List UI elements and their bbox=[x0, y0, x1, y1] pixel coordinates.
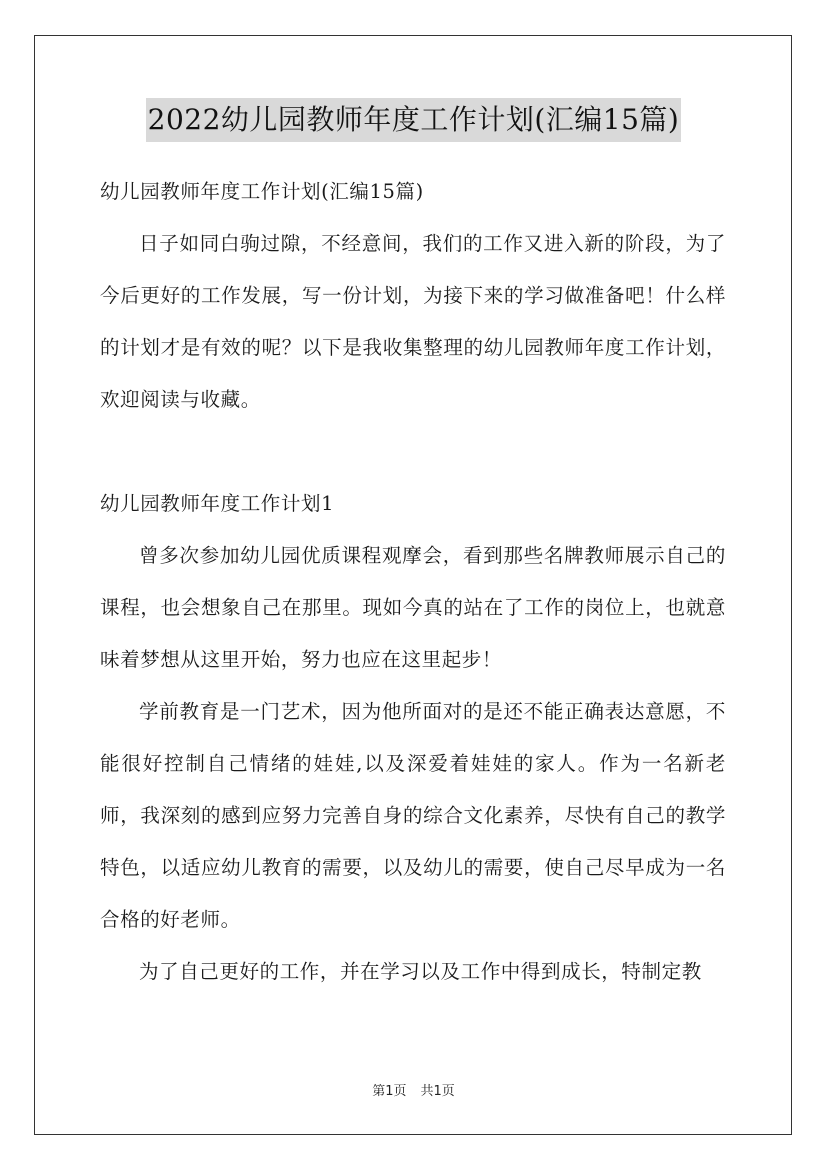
body-paragraph-3: 为了自己更好的工作，并在学习以及工作中得到成长，特制定教 bbox=[139, 960, 702, 983]
intro-paragraph: 日子如同白驹过隙，不经意间，我们的工作又进入新的阶段，为了今后更好的工作发展，写一份计划，为接下来的学习做准备吧！什么样的计划才是有效的呢？以下是我收集整理的幼儿园教师年度工作计划，欢迎阅读与收藏。 bbox=[100, 232, 726, 411]
body-paragraph-2: 学前教育是一门艺术，因为他所面对的是还不能正确表达意愿，不能很好控制自己情绪的娃娃,以及深爱着娃娃的家人。作为一名新老师，我深刻的感到应努力完善自身的综合文化素养，尽快有自己的教学特色，以适应幼儿教育的需要，以及幼儿的需要，使自己尽早成为一名合格的好老师。 bbox=[100, 700, 726, 931]
body-paragraph-1: 曾多次参加幼儿园优质课程观摩会，看到那些名牌教师展示自己的课程，也会想象自己在那里。现如今真的站在了工作的岗位上，也就意味着梦想从这里开始，努力也应在这里起步！ bbox=[100, 544, 726, 671]
page-total: 共1页 bbox=[420, 1084, 455, 1099]
title-container bbox=[0, 98, 827, 142]
page-footer bbox=[0, 1082, 827, 1102]
document-subtitle: 幼儿园教师年度工作计划(汇编15篇) bbox=[100, 180, 424, 203]
section-heading: 幼儿园教师年度工作计划1 bbox=[100, 492, 335, 515]
document-title: 2022幼儿园教师年度工作计划(汇编15篇) bbox=[146, 98, 682, 142]
page-number: 第1页 bbox=[372, 1084, 407, 1099]
document-body bbox=[100, 166, 726, 998]
